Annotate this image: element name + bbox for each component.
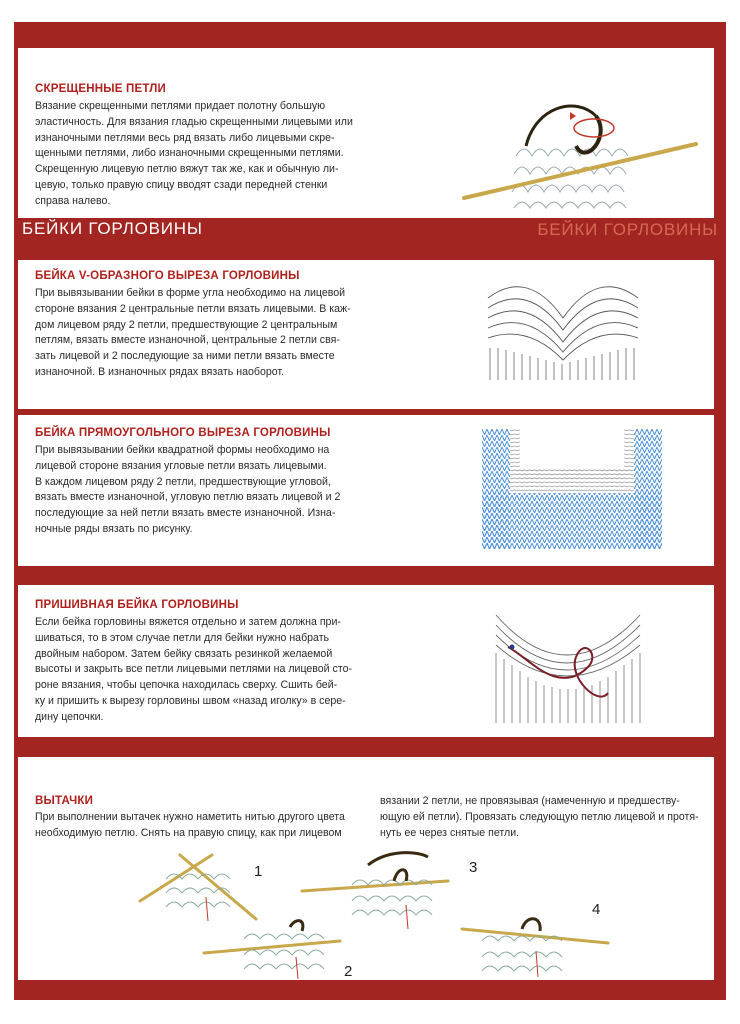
panel-square (18, 415, 714, 566)
section-title-vneck: БЕЙКА V-ОБРАЗНОГО ВЫРЕЗА ГОРЛОВИНЫ (35, 270, 300, 282)
section-title-crossed: СКРЕЩЕННЫЕ ПЕТЛИ (35, 83, 166, 95)
section-text-darts-right: вязании 2 петли, не провязывая (намеченную и предшеству- ющую ей петли). Провязать следующую петлю лицевой и протя- нуть ее через снятые петли. (380, 795, 699, 839)
section-text-sewn: Если бейка горловины вяжется отдельно и затем должна при- шиваться, то в этом случае петли для бейки нужно набрать двойным набором. Затем бейку связать резинкой желаемой высоты и закрыть все петли лицевыми петлями на лицевой сто- роне вязания, чтобы цепочка находилась сверху. Сшить бей- ку и пришить к вырезу горловины швом «назад иголку» в сере- дину цепочки. (35, 616, 352, 723)
section-title-sewn: ПРИШИВНАЯ БЕЙКА ГОРЛОВИНЫ (35, 599, 239, 611)
panel-crossed-stitches (18, 48, 714, 218)
sewn-band-illustration (488, 597, 648, 729)
band-title-ghost: БЕЙКИ ГОРЛОВИНЫ (537, 220, 718, 239)
section-title-darts: ВЫТАЧКИ (35, 795, 94, 807)
dart-step-3-number: 3 (469, 859, 478, 876)
crossed-stitch-illustration (456, 76, 706, 216)
dart-step-2-number: 2 (344, 963, 353, 980)
dart-step-1-number: 1 (254, 863, 263, 880)
square-neck-chart-illustration (482, 429, 662, 549)
panel-darts (18, 757, 714, 980)
panel-sewn (18, 585, 714, 737)
section-text-vneck: При вывязывании бейки в форме угла необходимо на лицевой стороне вязания 2 центральные петли вязать лицевыми. В каж- дом лицевом ряду 2 петли, предшествующие 2 центральным петлям, вязать вместе изнаночной, центральные 2 петли свя- зать лицевой и 2 последующие за ними петли вязать вместе изнаночной. В изнаночных рядах вязать наоборот. (35, 287, 351, 378)
red-frame (14, 22, 726, 1000)
section-text-square: При вывязывании бейки квадратной формы необходимо на лицевой стороне вязания угловые петли вязать лицевыми. В каждом лицевом ряду 2 петли, предшествующие угловой, вязать вместе изнаночной, угловую петлю вязать лицевой и 2 последующие за ней петли вязать вместе изнаночной. Изна- ночные ряды вязать по рисунку. (35, 444, 341, 535)
dart-step-3-illustration (298, 845, 458, 931)
band-title: БЕЙКИ ГОРЛОВИНЫ (22, 219, 203, 238)
section-title-square: БЕЙКА ПРЯМОУГОЛЬНОГО ВЫРЕЗА ГОРЛОВИНЫ (35, 427, 331, 439)
dart-step-4-number: 4 (592, 901, 601, 918)
section-text-crossed: Вязание скрещенными петлями придает полотну большую эластичность. Для вязания гладью скрещенными лицевыми или изнаночными петлями весь ряд вязать либо лицевыми скре- щенными петлями, либо изнаночными скрещенными петлями. Скрещенную лицевую петлю вяжут так же, как и обычную ли- цевую, только правую спицу вводят сзади передней стенки справа налево. (35, 100, 353, 207)
vneck-knit-illustration (478, 268, 648, 386)
panel-vneck (18, 260, 714, 409)
section-text-darts-left: При выполнении вытачек нужно наметить нитью другого цвета необходимую петлю. Снять на правую спицу, как при лицевом (35, 811, 345, 839)
